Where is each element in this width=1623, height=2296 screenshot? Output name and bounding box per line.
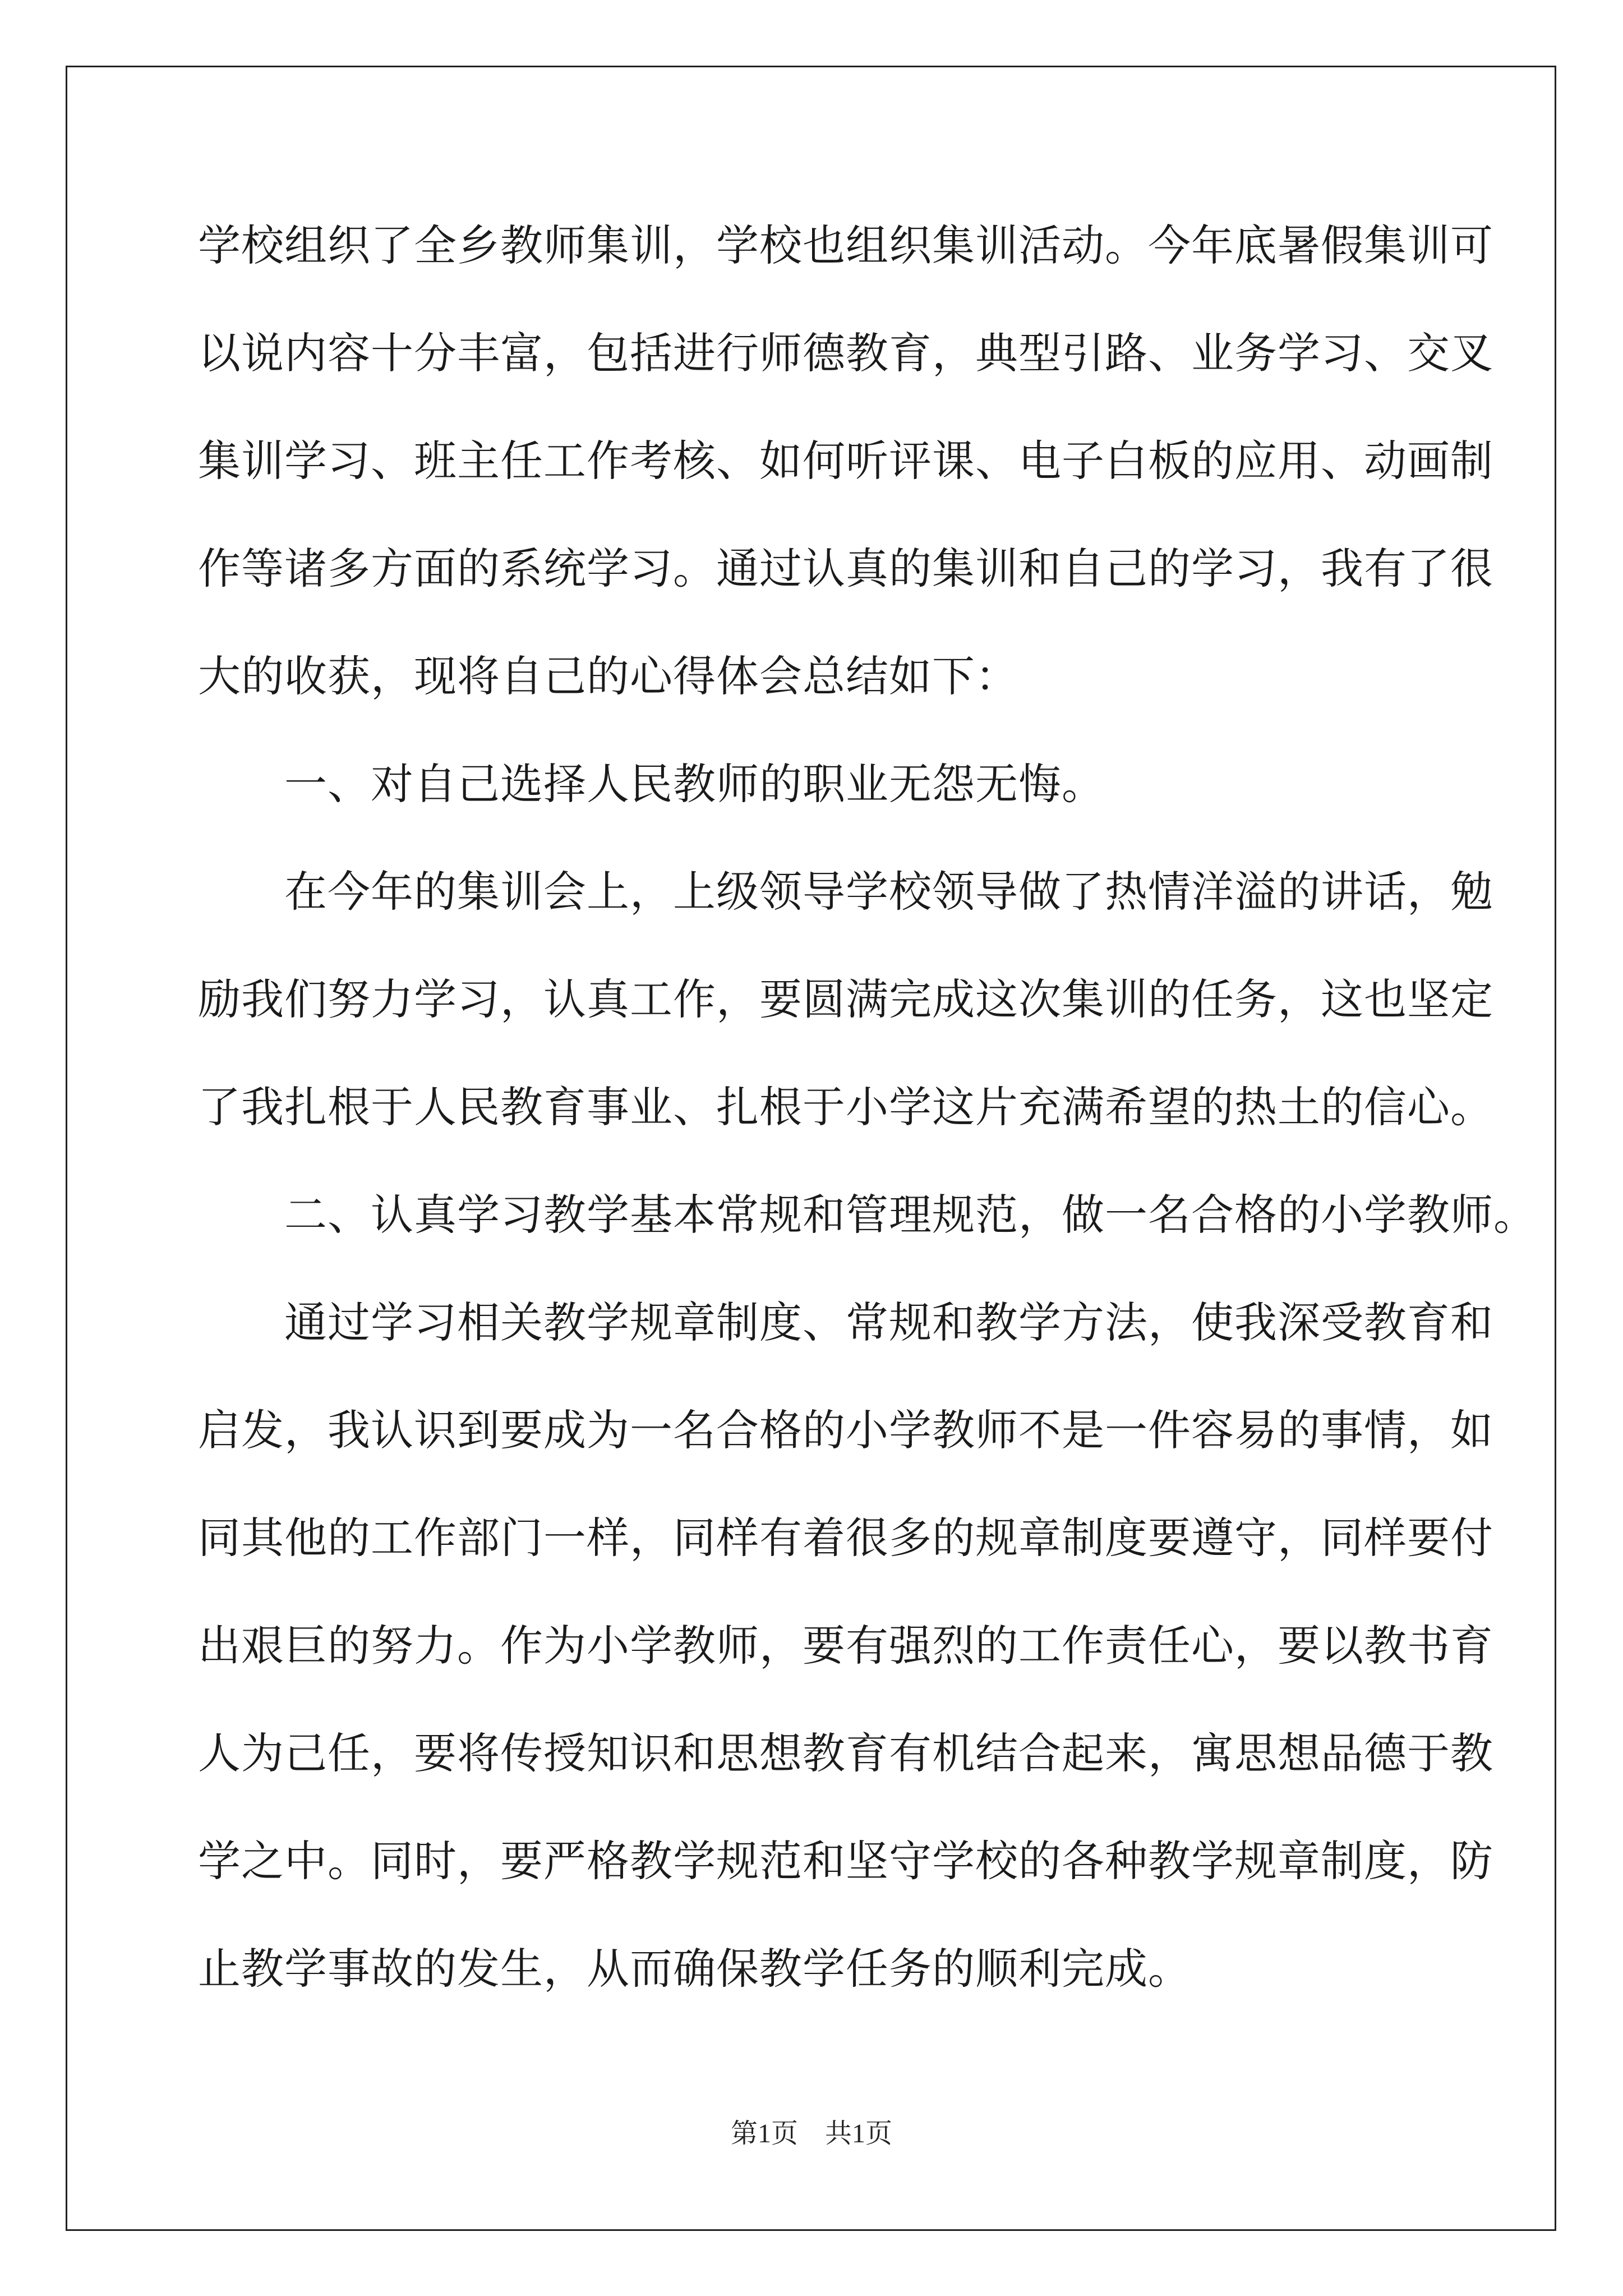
paragraph-line: 止教学事故的发生，从而确保教学任务的顺利完成。 [198, 1944, 1191, 1994]
page-footer [0, 2118, 1623, 2150]
page-total: 共1页 [825, 2119, 893, 2148]
paragraph-line: 大的收获，现将自己的心得体会总结如下： [198, 651, 1018, 701]
paragraph-line: 集训学习、班主任工作考核、如何听评课、电子白板的应用、动画制 [198, 436, 1493, 486]
section-heading-2: 二、认真学习教学基本常规和管理规范，做一名合格的小学教师。 [198, 1190, 1537, 1240]
paragraph-line: 出艰巨的努力。作为小学教师，要有强烈的工作责任心，要以教书育 [198, 1621, 1493, 1671]
paragraph-line: 以说内容十分丰富，包括进行师德教育，典型引路、业务学习、交叉 [198, 328, 1493, 378]
paragraph-line: 同其他的工作部门一样，同样有着很多的规章制度要遵守，同样要付 [198, 1513, 1493, 1563]
page-number: 第1页 [730, 2119, 798, 2148]
section-heading-1: 一、对自己选择人民教师的职业无怨无悔。 [198, 759, 1105, 809]
page-border [66, 66, 1556, 2231]
paragraph-line: 启发，我认识到要成为一名合格的小学教师不是一件容易的事情，如 [198, 1405, 1493, 1455]
paragraph-line: 在今年的集训会上，上级领导学校领导做了热情洋溢的讲话，勉 [198, 867, 1493, 917]
paragraph-line: 学之中。同时，要严格教学规范和坚守学校的各种教学规章制度，防 [198, 1836, 1493, 1886]
paragraph-line: 作等诸多方面的系统学习。通过认真的集训和自己的学习，我有了很 [198, 544, 1493, 593]
paragraph-line: 通过学习相关教学规章制度、常规和教学方法，使我深受教育和 [198, 1297, 1493, 1347]
paragraph-line: 人为己任，要将传授知识和思想教育有机结合起来，寓思想品德于教 [198, 1728, 1493, 1778]
paragraph-line: 励我们努力学习，认真工作，要圆满完成这次集训的任务，这也坚定 [198, 974, 1493, 1024]
paragraph-line: 了我扎根于人民教育事业、扎根于小学这片充满希望的热土的信心。 [198, 1082, 1493, 1132]
paragraph-line: 学校组织了全乡教师集训，学校也组织集训活动。今年底暑假集训可 [198, 220, 1493, 270]
